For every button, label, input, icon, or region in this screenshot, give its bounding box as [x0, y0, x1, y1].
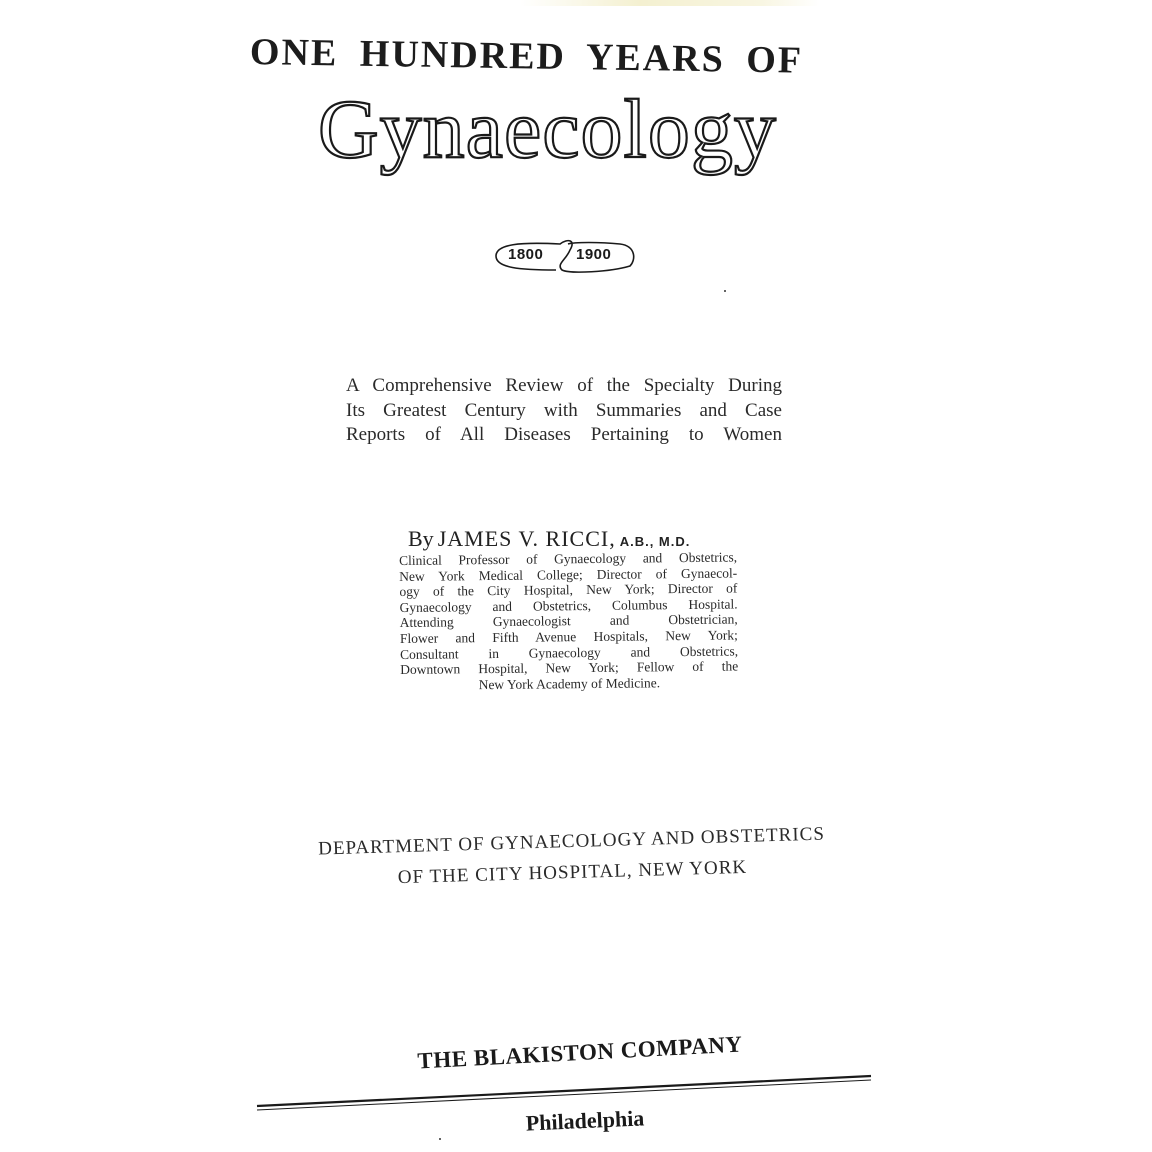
credentials-line: Attending Gynaecologist and Obstetrician,: [399, 611, 738, 631]
year-end: 1900: [576, 246, 612, 263]
subtitle-line: Reports of All Diseases Pertaining to Women: [346, 424, 782, 445]
credentials-line: New York Medical College; Director of Gynaecol-: [399, 565, 738, 584]
double-rule-divider: [255, 1072, 875, 1112]
credentials-line: Clinical Professor of Gynaecology and Obstetrics,: [399, 549, 738, 568]
imprint-rule: [255, 1072, 875, 1112]
subtitle-line: A Comprehensive Review of the Specialty During: [346, 375, 782, 396]
credentials-line: Flower and Fifth Avenue Hospitals, New York;: [399, 627, 738, 646]
department: [307, 818, 837, 896]
credentials-line: Gynaecology and Obstetrics, Columbus Hospital.: [399, 596, 738, 615]
credentials-line: ogy of the City Hospital, New York; Director of: [399, 580, 738, 600]
subtitle: [346, 374, 782, 448]
publisher-city: Philadelphia: [525, 1105, 645, 1136]
department-line: DEPARTMENT OF GYNAECOLOGY AND OBSTETRICS: [317, 823, 826, 860]
author-line: [408, 526, 690, 552]
author-by: By: [408, 526, 434, 551]
speck: [439, 1138, 441, 1140]
year-start: 1800: [508, 246, 544, 263]
author-name: JAMES V. RICCI,: [437, 526, 616, 551]
credentials-line: Downtown Hospital, New York; Fellow of the: [400, 658, 739, 678]
author-degrees: A.B., M.D.: [619, 534, 691, 549]
publisher-name: THE BLAKISTON COMPANY: [416, 1031, 744, 1074]
main-title: Gynaecology: [318, 83, 777, 176]
page-stain: [520, 0, 820, 6]
series-line: ONE HUNDRED YEARS OF: [249, 31, 804, 82]
author-credentials: [399, 549, 738, 693]
department-line: OF THE CITY HOSPITAL, NEW YORK: [397, 856, 748, 889]
speck: [724, 290, 726, 292]
credentials-line: Consultant in Gynaecology and Obstetrics,: [399, 643, 739, 662]
credentials-line: New York Academy of Medicine.: [478, 675, 661, 692]
years-badge: [490, 236, 638, 276]
subtitle-line: Its Greatest Century with Summaries and Case: [346, 399, 782, 421]
